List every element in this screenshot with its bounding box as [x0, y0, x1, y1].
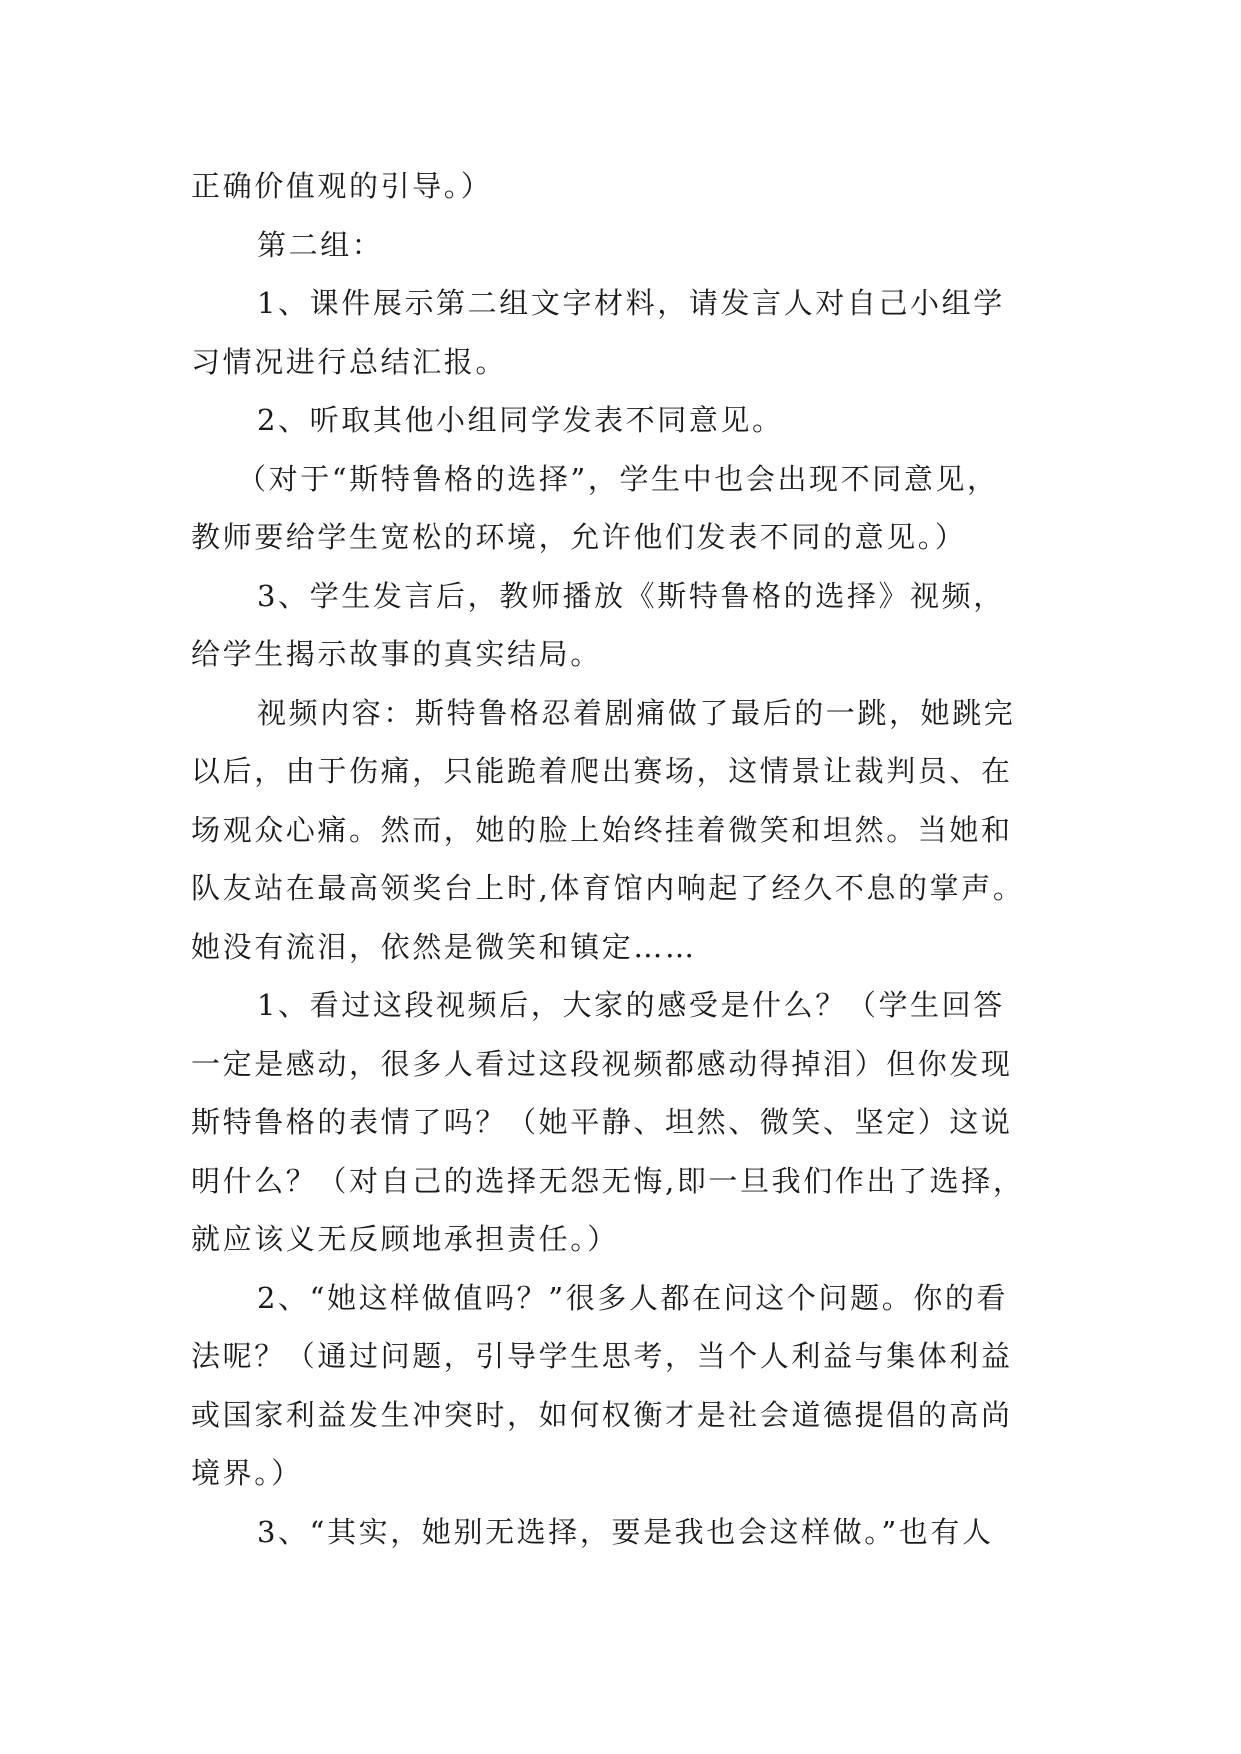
text-line: 3、学生发言后，教师播放《斯特鲁格的选择》视频， [257, 578, 1005, 613]
text-line: 明什么？（对自己的选择无怨无悔,即一旦我们作出了选择， [191, 1163, 1025, 1198]
text-line: 以后，由于伤痛，只能跪着爬出赛场，这情景让裁判员、在 [191, 754, 1013, 788]
text-line: 教师要给学生宽松的环境，允许他们发表不同的意见。） [191, 520, 967, 554]
text-line: 队友站在最高领奖台上时,体育馆内响起了经久不息的掌声。 [191, 871, 1025, 905]
text-line: 就应该义无反顾地承担责任。） [191, 1222, 619, 1256]
text-line: 视频内容：斯特鲁格忍着剧痛做了最后的一跳，她跳完 [257, 695, 1016, 730]
text-line: 境界。） [191, 1456, 303, 1490]
text-line: 斯特鲁格的表情了吗？（她平静、坦然、微笑、坚定）这说 [191, 1105, 1013, 1139]
text-line: 1、看过这段视频后，大家的感受是什么？（学生回答 [257, 988, 1005, 1022]
text-line: 2、“她这样做值吗？”很多人都在问这个问题。你的看 [257, 1280, 1009, 1315]
text-line: 3、“其实，她别无选择，要是我也会这样做。”也有人 [257, 1514, 994, 1549]
text-line: 正确价值观的引导。） [191, 169, 493, 203]
text-line: 一定是感动，很多人看过这段视频都感动得掉泪）但你发现 [191, 1046, 1013, 1081]
text-line: 第二组： [257, 227, 384, 262]
text-line: （对于“斯特鲁格的选择”，学生中也会出现不同意见， [237, 461, 999, 496]
text-line: 她没有流泪，依然是微笑和镇定…… [191, 929, 697, 964]
text-line: 给学生揭示故事的真实结局。 [191, 637, 602, 671]
text-line: 习情况进行总结汇报。 [191, 344, 508, 379]
document-page [191, 157, 1051, 1561]
text-line: 法呢？（通过问题，引导学生思考，当个人利益与集体利益 [191, 1339, 1013, 1373]
text-line: 场观众心痛。然而，她的脸上始终挂着微笑和坦然。当她和 [191, 812, 1013, 847]
text-line: 或国家利益发生冲突时，如何权衡才是社会道德提倡的高尚 [191, 1397, 1013, 1432]
text-line: 2、听取其他小组同学发表不同意见。 [257, 403, 784, 437]
text-line: 1、课件展示第二组文字材料，请发言人对自己小组学 [257, 286, 1005, 320]
